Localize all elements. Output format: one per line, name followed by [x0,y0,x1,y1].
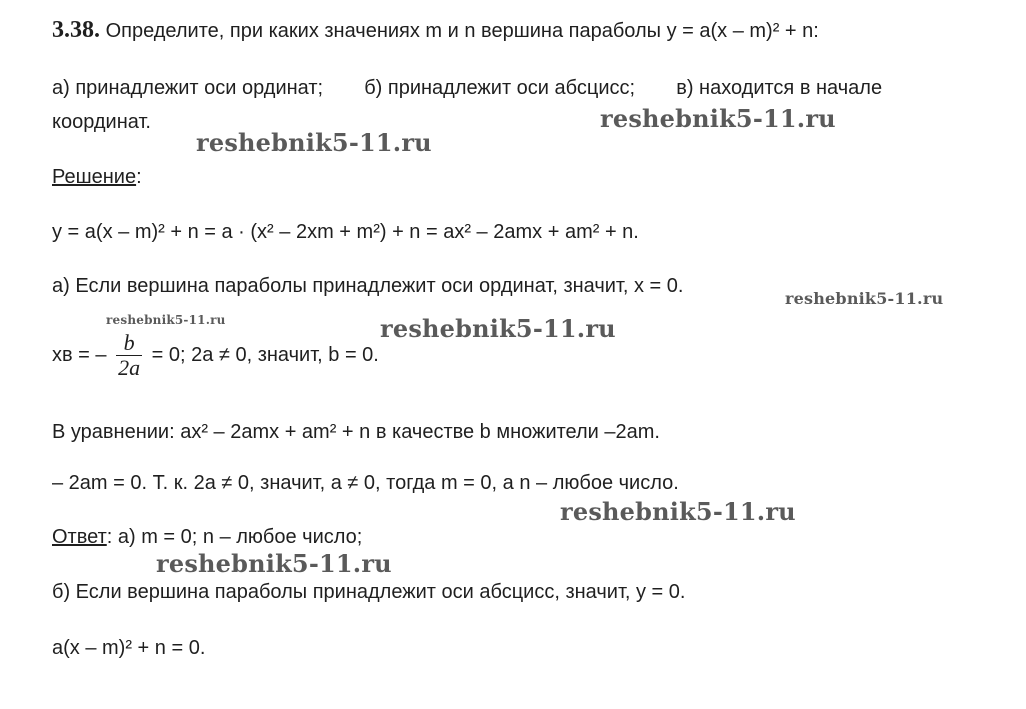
solution-label-colon: : [136,166,142,188]
watermark: reshebnik5-11.ru [196,128,432,157]
watermark: reshebnik5-11.ru [156,549,392,578]
part-b-intro: б) Если вершина параболы принадлежит оси абсцисс, значит, y = 0. [52,581,686,603]
vertex-formula-line [52,331,379,380]
watermark: reshebnik5-11.ru [380,314,616,343]
options-line [52,76,882,100]
expansion-line: y = a(x – m)² + n = a · (x² – 2xm + m²) + n = ax² – 2amx + am² + n. [52,221,639,243]
vertex-lhs: xв = – [52,343,107,366]
watermark: reshebnik5-11.ru [106,313,226,327]
problem-question: Определите, при каких значениях m и n вершина параболы y = a(x – m)² + n: [105,20,819,42]
vertex-rhs: = 0; 2a ≠ 0, значит, b = 0. [151,343,379,366]
solution-label: Решение [52,166,137,188]
part-a-intro: а) Если вершина параболы принадлежит оси ординат, значит, x = 0. [52,275,684,297]
equation-note: В уравнении: ax² – 2amx + am² + n в качестве b множители –2am. [52,421,660,443]
answer-label: Ответ [52,526,107,548]
option-c-continuation: координат. [52,111,151,133]
answer-text: : а) m = 0; n – любое число; [106,526,363,548]
problem-number: 3.38. [52,17,100,43]
option-c: в) находится в начале [676,77,883,99]
watermark: reshebnik5-11.ru [785,289,944,308]
fraction-denominator: 2a [118,355,141,380]
answer-line [52,525,362,549]
watermark: reshebnik5-11.ru [560,497,796,526]
solution-heading [52,165,142,189]
problem-header [52,18,819,43]
option-a: а) принадлежит оси ординат; [52,77,324,99]
option-b: б) принадлежит оси абсцисс; [364,77,636,99]
conclusion-line: – 2am = 0. Т. к. 2a ≠ 0, значит, a ≠ 0, тогда m = 0, а n – любое число. [52,472,679,494]
fraction-numerator: b [123,330,135,355]
part-b-equation: a(x – m)² + n = 0. [52,637,206,659]
watermark: reshebnik5-11.ru [600,104,836,133]
vertex-fraction [116,331,142,380]
